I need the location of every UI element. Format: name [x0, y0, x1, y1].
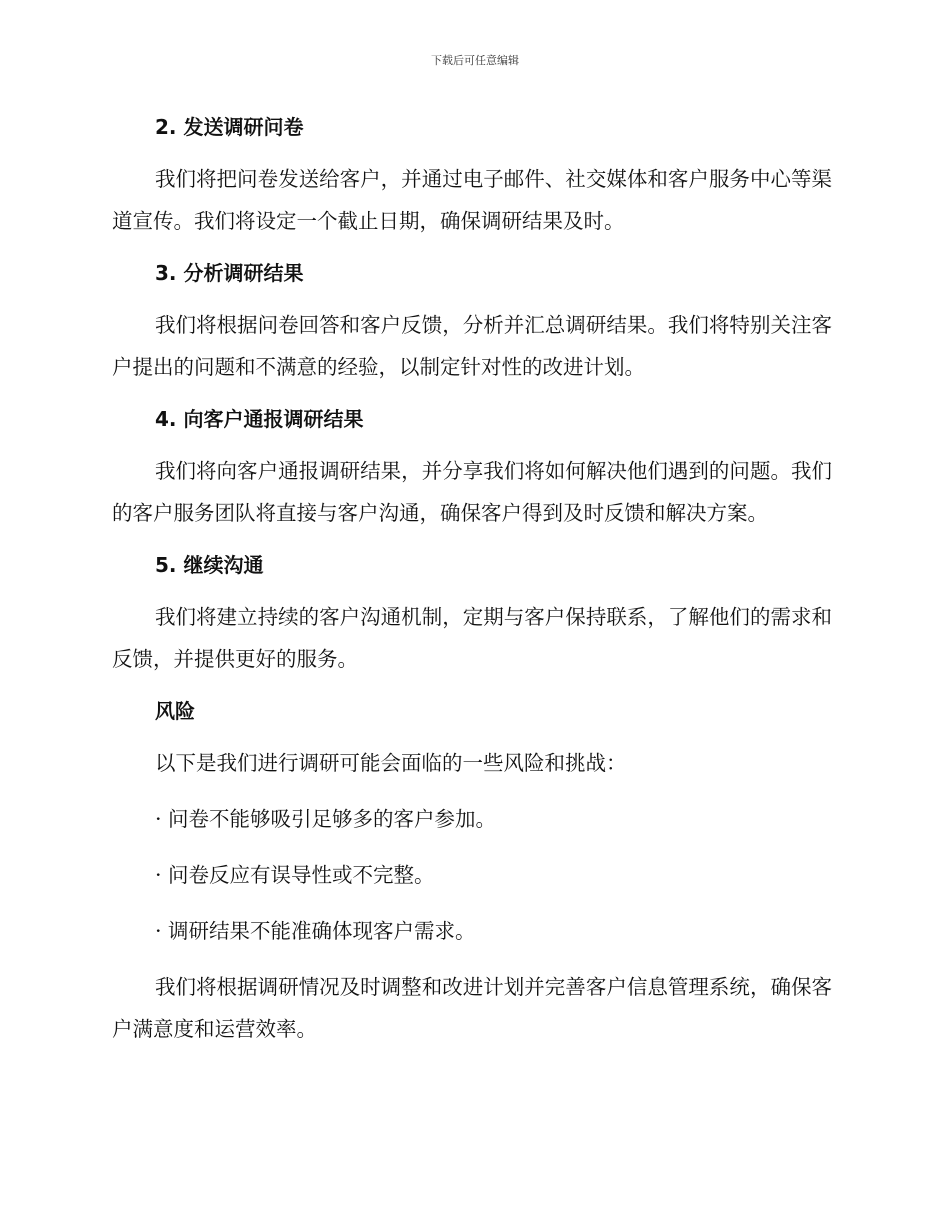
- risk-intro: 以下是我们进行调研可能会面临的一些风险和挑战：: [155, 751, 627, 775]
- risk-conclusion: 我们将根据调研情况及时调整和改进计划并完善客户信息管理系统，确保客户满意度和运营效率。: [112, 975, 832, 1041]
- page-header: 下载后可任意编辑: [431, 54, 519, 67]
- section-heading-report-results: 4. 向客户通报调研结果: [155, 407, 364, 431]
- section-paragraph-report-results: 我们将向客户通报调研结果，并分享我们将如何解决他们遇到的问题。我们的客户服务团队将直接与客户沟通，确保客户得到及时反馈和解决方案。: [112, 459, 832, 525]
- section-paragraph-send-survey: 我们将把问卷发送给客户，并通过电子邮件、社交媒体和客户服务中心等渠道宣传。我们将设定一个截止日期，确保调研结果及时。: [112, 167, 832, 233]
- risk-bullet-item: · 问卷不能够吸引足够多的客户参加。: [155, 807, 497, 831]
- section-heading-continue-communication: 5. 继续沟通: [155, 553, 264, 577]
- section-heading-send-survey: 2. 发送调研问卷: [155, 115, 304, 139]
- document-body: [112, 110, 832, 1050]
- risk-heading: 风险: [155, 699, 195, 723]
- section-paragraph-analyze-results: 我们将根据问卷回答和客户反馈，分析并汇总调研结果。我们将特别关注客户提出的问题和不满意的经验，以制定针对性的改进计划。: [112, 313, 832, 379]
- risk-bullet-item: · 调研结果不能准确体现客户需求。: [155, 919, 476, 943]
- risk-bullet-item: · 问卷反应有误导性或不完整。: [155, 863, 435, 887]
- section-paragraph-continue-communication: 我们将建立持续的客户沟通机制，定期与客户保持联系，了解他们的需求和反馈，并提供更好的服务。: [112, 605, 832, 671]
- section-heading-analyze-results: 3. 分析调研结果: [155, 261, 304, 285]
